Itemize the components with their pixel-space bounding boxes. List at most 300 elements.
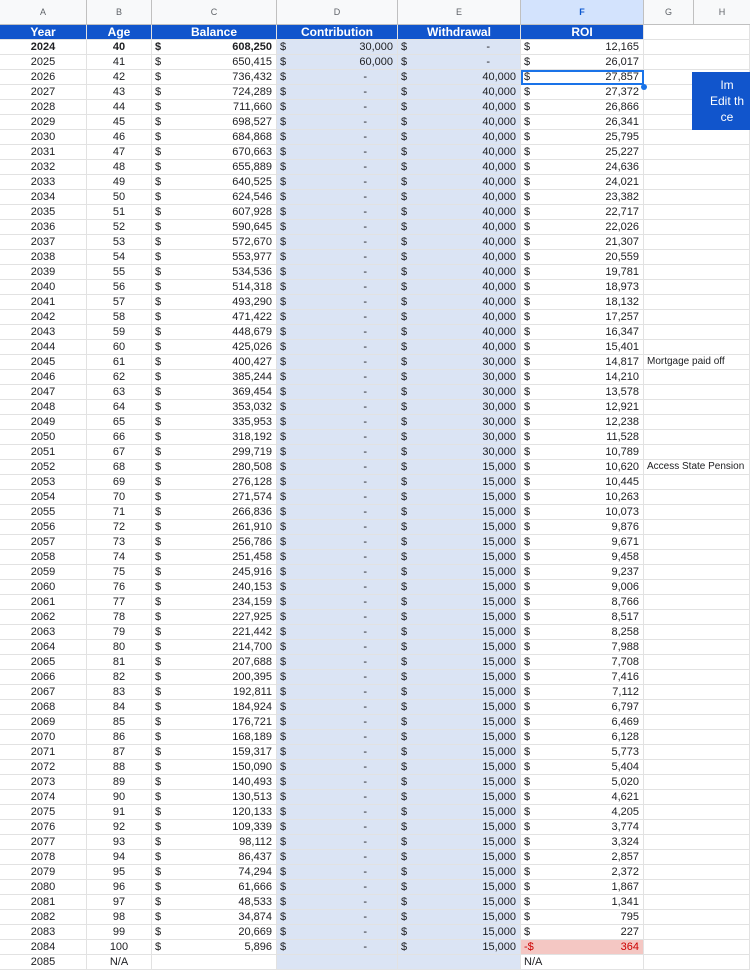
note-cell[interactable] xyxy=(644,865,694,880)
year-cell[interactable]: 2074 xyxy=(0,790,87,805)
roi-cell[interactable] xyxy=(521,670,644,685)
balance-cell[interactable] xyxy=(152,280,277,295)
age-cell[interactable]: 41 xyxy=(87,55,152,70)
withdrawal-cell[interactable] xyxy=(398,670,521,685)
contribution-cell[interactable] xyxy=(277,70,398,85)
roi-cell[interactable] xyxy=(521,460,644,475)
withdrawal-cell[interactable] xyxy=(398,40,521,55)
empty-cell[interactable] xyxy=(694,880,750,895)
note-cell[interactable] xyxy=(644,100,694,115)
note-cell[interactable] xyxy=(644,340,694,355)
contribution-cell[interactable] xyxy=(277,115,398,130)
column-header-c[interactable]: C xyxy=(152,0,277,24)
contribution-cell[interactable] xyxy=(277,550,398,565)
withdrawal-cell[interactable] xyxy=(398,655,521,670)
year-cell[interactable]: 2026 xyxy=(0,70,87,85)
note-cell[interactable] xyxy=(644,145,694,160)
contribution-cell[interactable] xyxy=(277,325,398,340)
roi-cell[interactable] xyxy=(521,610,644,625)
empty-cell[interactable] xyxy=(694,595,750,610)
withdrawal-cell[interactable] xyxy=(398,400,521,415)
balance-cell[interactable] xyxy=(152,370,277,385)
contribution-cell[interactable] xyxy=(277,295,398,310)
withdrawal-cell[interactable] xyxy=(398,730,521,745)
roi-cell[interactable] xyxy=(521,325,644,340)
note-cell[interactable] xyxy=(644,130,694,145)
age-cell[interactable]: 92 xyxy=(87,820,152,835)
balance-cell[interactable] xyxy=(152,400,277,415)
empty-cell[interactable] xyxy=(694,415,750,430)
contribution-cell[interactable] xyxy=(277,370,398,385)
age-cell[interactable]: 63 xyxy=(87,385,152,400)
balance-cell[interactable] xyxy=(152,505,277,520)
contribution-cell[interactable] xyxy=(277,775,398,790)
empty-cell[interactable] xyxy=(694,640,750,655)
year-cell[interactable]: 2070 xyxy=(0,730,87,745)
age-cell[interactable]: 100 xyxy=(87,940,152,955)
contribution-cell[interactable] xyxy=(277,850,398,865)
year-cell[interactable]: 2030 xyxy=(0,130,87,145)
roi-cell[interactable] xyxy=(521,745,644,760)
withdrawal-cell[interactable] xyxy=(398,745,521,760)
contribution-cell[interactable] xyxy=(277,190,398,205)
age-cell[interactable]: N/A xyxy=(87,955,152,970)
withdrawal-cell[interactable] xyxy=(398,505,521,520)
year-cell[interactable]: 2065 xyxy=(0,655,87,670)
contribution-cell[interactable] xyxy=(277,160,398,175)
roi-cell[interactable] xyxy=(521,280,644,295)
age-cell[interactable]: 54 xyxy=(87,250,152,265)
header-roi[interactable]: ROI xyxy=(521,25,644,40)
empty-cell[interactable] xyxy=(694,325,750,340)
balance-cell[interactable] xyxy=(152,145,277,160)
empty-cell[interactable] xyxy=(694,625,750,640)
age-cell[interactable]: 79 xyxy=(87,625,152,640)
empty-cell[interactable] xyxy=(694,205,750,220)
age-cell[interactable]: 71 xyxy=(87,505,152,520)
roi-cell[interactable] xyxy=(521,535,644,550)
note-cell[interactable] xyxy=(644,430,694,445)
balance-cell[interactable] xyxy=(152,580,277,595)
note-cell[interactable] xyxy=(644,325,694,340)
balance-cell[interactable] xyxy=(152,355,277,370)
note-cell[interactable] xyxy=(644,205,694,220)
empty-cell[interactable] xyxy=(694,565,750,580)
roi-cell[interactable] xyxy=(521,595,644,610)
contribution-cell[interactable] xyxy=(277,925,398,940)
roi-cell[interactable] xyxy=(521,355,644,370)
age-cell[interactable]: 52 xyxy=(87,220,152,235)
withdrawal-cell[interactable] xyxy=(398,775,521,790)
year-cell[interactable]: 2044 xyxy=(0,340,87,355)
roi-cell[interactable] xyxy=(521,445,644,460)
contribution-cell[interactable] xyxy=(277,475,398,490)
withdrawal-cell[interactable] xyxy=(398,220,521,235)
empty-cell[interactable] xyxy=(694,475,750,490)
year-cell[interactable]: 2067 xyxy=(0,685,87,700)
note-cell[interactable] xyxy=(644,415,694,430)
year-cell[interactable]: 2037 xyxy=(0,235,87,250)
year-cell[interactable]: 2045 xyxy=(0,355,87,370)
roi-cell[interactable] xyxy=(521,130,644,145)
roi-cell[interactable] xyxy=(521,925,644,940)
withdrawal-cell[interactable] xyxy=(398,550,521,565)
contribution-cell[interactable] xyxy=(277,280,398,295)
balance-cell[interactable] xyxy=(152,865,277,880)
withdrawal-cell[interactable] xyxy=(398,295,521,310)
year-cell[interactable]: 2062 xyxy=(0,610,87,625)
roi-cell[interactable] xyxy=(521,70,644,85)
roi-cell[interactable] xyxy=(521,295,644,310)
withdrawal-cell[interactable] xyxy=(398,520,521,535)
note-cell[interactable] xyxy=(644,85,694,100)
note-cell[interactable] xyxy=(644,655,694,670)
withdrawal-cell[interactable] xyxy=(398,430,521,445)
empty-cell[interactable] xyxy=(694,790,750,805)
year-cell[interactable]: 2071 xyxy=(0,745,87,760)
contribution-cell[interactable] xyxy=(277,235,398,250)
balance-cell[interactable] xyxy=(152,850,277,865)
year-cell[interactable]: 2084 xyxy=(0,940,87,955)
header-age[interactable]: Age xyxy=(87,25,152,40)
note-cell[interactable] xyxy=(644,805,694,820)
roi-cell[interactable] xyxy=(521,250,644,265)
age-cell[interactable]: 66 xyxy=(87,430,152,445)
age-cell[interactable]: 74 xyxy=(87,550,152,565)
year-cell[interactable]: 2039 xyxy=(0,265,87,280)
contribution-cell[interactable] xyxy=(277,85,398,100)
contribution-cell[interactable] xyxy=(277,805,398,820)
roi-cell[interactable] xyxy=(521,640,644,655)
roi-cell[interactable] xyxy=(521,430,644,445)
empty-cell[interactable] xyxy=(694,460,750,475)
withdrawal-cell[interactable] xyxy=(398,265,521,280)
year-cell[interactable]: 2057 xyxy=(0,535,87,550)
age-cell[interactable]: 99 xyxy=(87,925,152,940)
withdrawal-cell[interactable] xyxy=(398,580,521,595)
note-cell[interactable] xyxy=(644,925,694,940)
note-cell[interactable] xyxy=(644,40,694,55)
withdrawal-cell[interactable] xyxy=(398,340,521,355)
age-cell[interactable]: 75 xyxy=(87,565,152,580)
empty-cell[interactable] xyxy=(694,310,750,325)
year-cell[interactable]: 2051 xyxy=(0,445,87,460)
balance-cell[interactable] xyxy=(152,700,277,715)
empty-cell[interactable] xyxy=(694,505,750,520)
contribution-cell[interactable] xyxy=(277,400,398,415)
age-cell[interactable]: 89 xyxy=(87,775,152,790)
empty-cell[interactable] xyxy=(694,55,750,70)
age-cell[interactable]: 57 xyxy=(87,295,152,310)
balance-cell[interactable] xyxy=(152,565,277,580)
withdrawal-cell[interactable] xyxy=(398,355,521,370)
balance-cell[interactable] xyxy=(152,430,277,445)
empty-cell[interactable] xyxy=(694,160,750,175)
age-cell[interactable]: 49 xyxy=(87,175,152,190)
withdrawal-cell[interactable] xyxy=(398,205,521,220)
empty-cell[interactable] xyxy=(694,250,750,265)
empty-cell[interactable] xyxy=(694,490,750,505)
contribution-cell[interactable] xyxy=(277,340,398,355)
age-cell[interactable]: 70 xyxy=(87,490,152,505)
roi-cell[interactable] xyxy=(521,565,644,580)
contribution-cell[interactable] xyxy=(277,250,398,265)
column-header-d[interactable]: D xyxy=(277,0,398,24)
roi-cell[interactable] xyxy=(521,475,644,490)
balance-cell[interactable] xyxy=(152,595,277,610)
age-cell[interactable]: 98 xyxy=(87,910,152,925)
year-cell[interactable]: 2083 xyxy=(0,925,87,940)
age-cell[interactable]: 72 xyxy=(87,520,152,535)
withdrawal-cell[interactable] xyxy=(398,850,521,865)
note-cell[interactable] xyxy=(644,715,694,730)
age-cell[interactable]: 84 xyxy=(87,700,152,715)
balance-cell[interactable] xyxy=(152,415,277,430)
year-cell[interactable]: 2060 xyxy=(0,580,87,595)
withdrawal-cell[interactable] xyxy=(398,835,521,850)
year-cell[interactable]: 2077 xyxy=(0,835,87,850)
roi-cell[interactable] xyxy=(521,370,644,385)
roi-cell[interactable] xyxy=(521,700,644,715)
empty-cell[interactable] xyxy=(694,445,750,460)
empty-cell[interactable] xyxy=(694,190,750,205)
contribution-cell[interactable] xyxy=(277,430,398,445)
balance-cell[interactable] xyxy=(152,70,277,85)
balance-cell[interactable] xyxy=(152,85,277,100)
empty-cell[interactable] xyxy=(694,865,750,880)
empty-cell[interactable] xyxy=(694,760,750,775)
withdrawal-cell[interactable] xyxy=(398,490,521,505)
withdrawal-cell[interactable] xyxy=(398,610,521,625)
age-cell[interactable]: 73 xyxy=(87,535,152,550)
empty-cell[interactable] xyxy=(694,580,750,595)
withdrawal-cell[interactable] xyxy=(398,790,521,805)
roi-cell[interactable] xyxy=(521,205,644,220)
age-cell[interactable]: 95 xyxy=(87,865,152,880)
contribution-cell[interactable] xyxy=(277,220,398,235)
note-cell[interactable] xyxy=(644,490,694,505)
empty-cell[interactable] xyxy=(694,715,750,730)
note-cell[interactable] xyxy=(644,355,725,370)
withdrawal-cell[interactable] xyxy=(398,715,521,730)
roi-cell[interactable] xyxy=(521,145,644,160)
empty-cell[interactable] xyxy=(694,280,750,295)
empty-cell[interactable] xyxy=(694,895,750,910)
age-cell[interactable]: 42 xyxy=(87,70,152,85)
empty-cell[interactable] xyxy=(694,670,750,685)
contribution-cell[interactable] xyxy=(277,790,398,805)
empty-cell[interactable] xyxy=(694,835,750,850)
empty-cell[interactable] xyxy=(694,385,750,400)
roi-cell[interactable] xyxy=(521,910,644,925)
empty-cell[interactable] xyxy=(694,430,750,445)
contribution-cell[interactable] xyxy=(277,100,398,115)
age-cell[interactable]: 77 xyxy=(87,595,152,610)
roi-cell[interactable] xyxy=(521,100,644,115)
year-cell[interactable]: 2027 xyxy=(0,85,87,100)
year-cell[interactable]: 2042 xyxy=(0,310,87,325)
note-cell[interactable] xyxy=(644,895,694,910)
balance-cell[interactable] xyxy=(152,835,277,850)
year-cell[interactable]: 2055 xyxy=(0,505,87,520)
contribution-cell[interactable] xyxy=(277,445,398,460)
year-cell[interactable]: 2066 xyxy=(0,670,87,685)
year-cell[interactable]: 2052 xyxy=(0,460,87,475)
year-cell[interactable]: 2054 xyxy=(0,490,87,505)
contribution-cell[interactable] xyxy=(277,835,398,850)
contribution-cell[interactable] xyxy=(277,910,398,925)
year-cell[interactable]: 2031 xyxy=(0,145,87,160)
balance-cell[interactable] xyxy=(152,340,277,355)
empty-cell[interactable] xyxy=(694,130,750,145)
age-cell[interactable]: 97 xyxy=(87,895,152,910)
balance-cell[interactable] xyxy=(152,100,277,115)
empty-cell[interactable] xyxy=(694,550,750,565)
roi-cell[interactable] xyxy=(521,835,644,850)
balance-cell[interactable] xyxy=(152,490,277,505)
contribution-cell[interactable] xyxy=(277,745,398,760)
empty-cell[interactable] xyxy=(694,400,750,415)
balance-cell[interactable] xyxy=(152,760,277,775)
year-cell[interactable]: 2079 xyxy=(0,865,87,880)
contribution-cell[interactable] xyxy=(277,895,398,910)
year-cell[interactable]: 2046 xyxy=(0,370,87,385)
empty-cell[interactable] xyxy=(694,745,750,760)
withdrawal-cell[interactable] xyxy=(398,160,521,175)
note-cell[interactable] xyxy=(644,565,694,580)
withdrawal-cell[interactable] xyxy=(398,100,521,115)
note-cell[interactable] xyxy=(644,685,694,700)
contribution-cell[interactable] xyxy=(277,355,398,370)
note-cell[interactable] xyxy=(644,775,694,790)
roi-cell[interactable] xyxy=(521,790,644,805)
roi-cell[interactable] xyxy=(521,655,644,670)
roi-cell[interactable] xyxy=(521,775,644,790)
column-header-h[interactable]: H xyxy=(718,7,726,17)
balance-cell[interactable] xyxy=(152,640,277,655)
note-cell[interactable] xyxy=(644,265,694,280)
header-balance[interactable]: Balance xyxy=(152,25,277,40)
year-cell[interactable]: 2076 xyxy=(0,820,87,835)
withdrawal-cell[interactable] xyxy=(398,460,521,475)
empty-cell[interactable] xyxy=(694,175,750,190)
contribution-cell[interactable] xyxy=(277,490,398,505)
age-cell[interactable]: 80 xyxy=(87,640,152,655)
column-header-b[interactable]: B xyxy=(87,0,152,24)
year-cell[interactable]: 2073 xyxy=(0,775,87,790)
note-cell[interactable] xyxy=(644,880,694,895)
balance-cell[interactable] xyxy=(152,685,277,700)
age-cell[interactable]: 88 xyxy=(87,760,152,775)
roi-cell[interactable] xyxy=(521,880,644,895)
roi-cell[interactable] xyxy=(521,310,644,325)
roi-cell[interactable] xyxy=(521,265,644,280)
year-cell[interactable]: 2028 xyxy=(0,100,87,115)
note-cell[interactable] xyxy=(644,220,694,235)
contribution-cell[interactable] xyxy=(277,205,398,220)
roi-cell[interactable] xyxy=(521,340,644,355)
balance-cell[interactable] xyxy=(152,115,277,130)
withdrawal-cell[interactable] xyxy=(398,595,521,610)
roi-cell[interactable] xyxy=(521,160,644,175)
withdrawal-cell[interactable] xyxy=(398,940,521,955)
contribution-cell[interactable] xyxy=(277,625,398,640)
contribution-cell[interactable] xyxy=(277,130,398,145)
roi-cell[interactable] xyxy=(521,730,644,745)
roi-cell[interactable] xyxy=(521,385,644,400)
withdrawal-cell[interactable] xyxy=(398,250,521,265)
age-cell[interactable]: 60 xyxy=(87,340,152,355)
balance-cell[interactable] xyxy=(152,910,277,925)
note-cell[interactable] xyxy=(644,535,694,550)
age-cell[interactable]: 50 xyxy=(87,190,152,205)
note-cell[interactable] xyxy=(644,595,694,610)
contribution-cell[interactable] xyxy=(277,565,398,580)
balance-cell[interactable] xyxy=(152,190,277,205)
roi-cell[interactable] xyxy=(521,805,644,820)
withdrawal-cell[interactable] xyxy=(398,925,521,940)
age-cell[interactable]: 86 xyxy=(87,730,152,745)
age-cell[interactable]: 78 xyxy=(87,610,152,625)
empty-cell[interactable] xyxy=(694,610,750,625)
year-cell[interactable]: 2036 xyxy=(0,220,87,235)
withdrawal-cell[interactable] xyxy=(398,115,521,130)
info-overlay-box[interactable] xyxy=(692,72,750,130)
year-cell[interactable]: 2048 xyxy=(0,400,87,415)
contribution-cell[interactable] xyxy=(277,175,398,190)
age-cell[interactable]: 47 xyxy=(87,145,152,160)
note-cell[interactable] xyxy=(644,160,694,175)
note-cell[interactable] xyxy=(644,550,694,565)
header-contribution[interactable]: Contribution xyxy=(277,25,398,40)
age-cell[interactable]: 59 xyxy=(87,325,152,340)
year-cell[interactable]: 2025 xyxy=(0,55,87,70)
year-cell[interactable]: 2032 xyxy=(0,160,87,175)
balance-cell[interactable] xyxy=(152,625,277,640)
note-cell[interactable] xyxy=(644,115,694,130)
note-cell[interactable] xyxy=(644,580,694,595)
withdrawal-cell[interactable] xyxy=(398,880,521,895)
contribution-cell[interactable] xyxy=(277,730,398,745)
roi-cell[interactable] xyxy=(521,940,644,955)
year-cell[interactable]: 2081 xyxy=(0,895,87,910)
withdrawal-cell[interactable] xyxy=(398,85,521,100)
withdrawal-cell[interactable] xyxy=(398,280,521,295)
note-cell[interactable] xyxy=(644,400,694,415)
note-cell[interactable] xyxy=(644,295,694,310)
age-cell[interactable]: 40 xyxy=(87,40,152,55)
contribution-cell[interactable] xyxy=(277,820,398,835)
roi-cell[interactable] xyxy=(521,175,644,190)
note-cell[interactable] xyxy=(644,835,694,850)
balance-cell[interactable] xyxy=(152,40,277,55)
year-cell[interactable]: 2082 xyxy=(0,910,87,925)
note-cell[interactable] xyxy=(644,310,694,325)
contribution-cell[interactable] xyxy=(277,145,398,160)
age-cell[interactable]: 53 xyxy=(87,235,152,250)
selection-fill-handle[interactable] xyxy=(641,84,647,90)
year-cell[interactable]: 2024 xyxy=(0,40,87,55)
contribution-cell[interactable] xyxy=(277,580,398,595)
contribution-cell[interactable] xyxy=(277,460,398,475)
year-cell[interactable]: 2050 xyxy=(0,430,87,445)
balance-cell[interactable] xyxy=(152,550,277,565)
balance-cell[interactable] xyxy=(152,745,277,760)
balance-cell[interactable] xyxy=(152,655,277,670)
note-cell[interactable] xyxy=(644,190,694,205)
empty-cell[interactable] xyxy=(694,700,750,715)
balance-cell[interactable] xyxy=(152,940,277,955)
